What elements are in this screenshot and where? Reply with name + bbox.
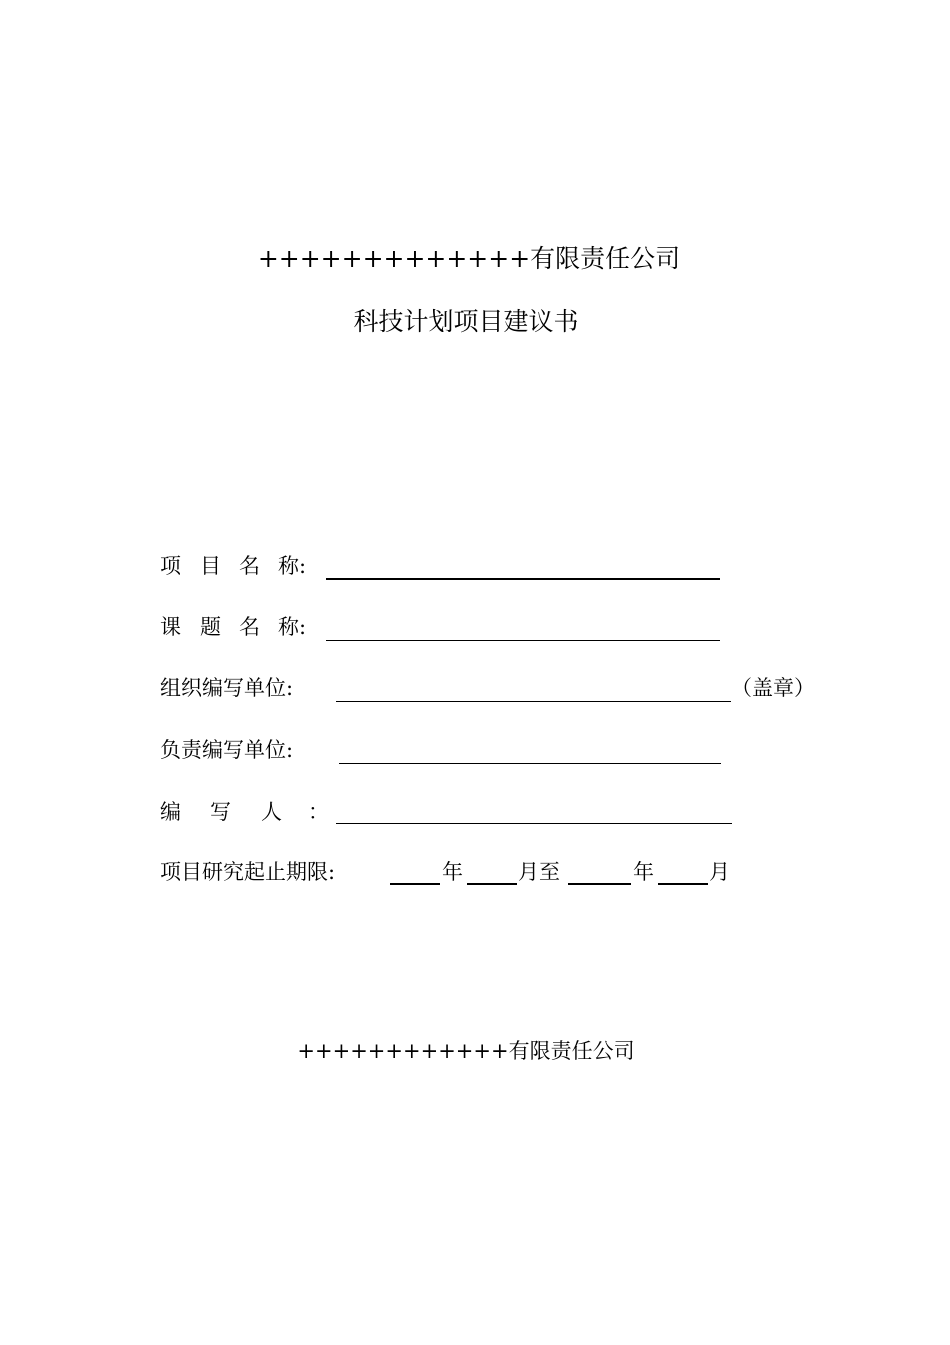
period-start-month-field[interactable] bbox=[467, 883, 517, 885]
company-title: +++++++++++++有限责任公司 bbox=[257, 244, 681, 273]
author-label-char-2: 写 bbox=[210, 800, 231, 824]
period-year-2: 年 bbox=[633, 860, 654, 884]
topic-name-label-char-1: 课 bbox=[160, 615, 181, 639]
period-year-1: 年 bbox=[442, 860, 463, 884]
period-month-2: 月 bbox=[709, 860, 730, 884]
resp-unit-label: 负责编写单位: bbox=[160, 738, 294, 762]
author-label-char-3: 人 bbox=[261, 800, 282, 824]
project-name-label-char-2: 目 bbox=[200, 554, 221, 578]
topic-name-field[interactable] bbox=[326, 640, 720, 641]
author-field[interactable] bbox=[336, 823, 732, 824]
resp-unit-field[interactable] bbox=[339, 763, 721, 764]
org-unit-label: 组织编写单位: bbox=[160, 676, 294, 700]
project-name-label-char-1: 项 bbox=[160, 554, 181, 578]
project-name-label-char-4: 称: bbox=[278, 554, 307, 578]
period-end-year-field[interactable] bbox=[568, 883, 631, 885]
author-label-char-4: ： bbox=[308, 800, 329, 824]
seal-note: （盖章） bbox=[731, 676, 815, 700]
project-name-label-char-3: 名 bbox=[239, 554, 260, 578]
period-end-month-field[interactable] bbox=[658, 883, 708, 885]
period-month-to: 月至 bbox=[518, 860, 560, 884]
author-label-char-1: 编 bbox=[160, 800, 181, 824]
org-unit-field[interactable] bbox=[336, 701, 731, 702]
footer-company: ++++++++++++有限责任公司 bbox=[297, 1039, 635, 1063]
period-label: 项目研究起止期限: bbox=[160, 860, 336, 884]
topic-name-label-char-3: 名 bbox=[239, 615, 260, 639]
document-title: 科技计划项目建议书 bbox=[353, 307, 579, 336]
project-name-field[interactable] bbox=[326, 578, 720, 580]
topic-name-label-char-2: 题 bbox=[200, 615, 221, 639]
period-start-year-field[interactable] bbox=[390, 883, 440, 885]
topic-name-label-char-4: 称: bbox=[278, 615, 307, 639]
